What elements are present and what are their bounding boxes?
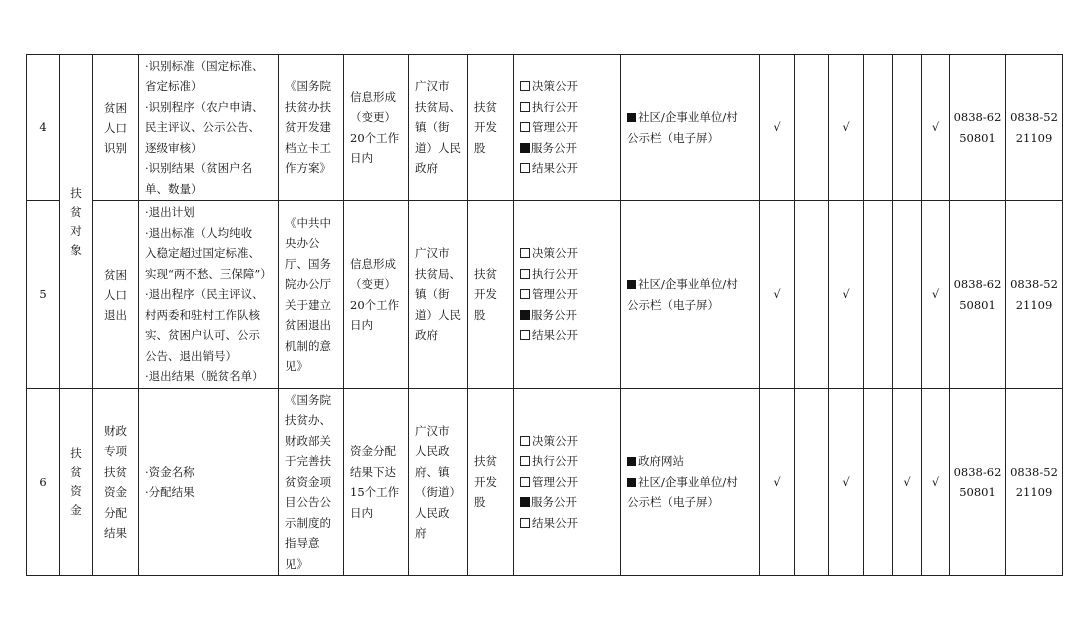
text-line: 15个工作 [350,485,400,499]
checklist-item [520,117,614,138]
text-line: 21109 [1015,297,1053,312]
checklist-label: 执行公开 [532,99,578,114]
text-line: 政府 [415,161,438,176]
unchecked-box-icon [520,163,530,173]
checked-box-icon [520,310,530,320]
time-list [344,87,408,169]
subject-cell [409,201,468,389]
channel-text: 政府网站 [638,454,684,469]
text-line: 民主评议、公示公告、 [145,120,260,135]
text-line: 厅、国务 [285,256,331,271]
text-line: 0838-52 [1010,110,1058,124]
item-cell [93,389,139,576]
text-line: （变更） [350,277,396,291]
channel-cell [621,201,760,389]
checklist [514,76,620,179]
content-list [139,462,278,503]
content-cell [139,55,279,201]
text-line: 50801 [959,485,996,499]
unchecked-box-icon [520,518,530,528]
unchecked-box-icon [520,248,530,258]
checklist-cell [514,389,621,576]
text-line: 扶贫 [474,266,497,281]
text-line: 逐级审核） [145,140,203,155]
checklist-cell [514,201,621,389]
text-line: 贫困退出 [285,318,331,332]
text-line: 档立卡工 [285,140,331,155]
channel-line [627,128,753,149]
checklist-item [520,76,614,97]
channel-line [627,451,753,472]
basis-cell [279,55,344,201]
text-line: 50801 [959,130,996,145]
check-cell: √ [760,201,795,389]
channel-text: 公示栏（电子屏） [627,495,719,510]
checklist-label: 决策公开 [532,79,578,94]
square-bullet-icon [627,280,636,289]
basis-list [279,76,343,179]
phone-1 [950,462,1005,503]
empty-cell [795,55,829,201]
unchecked-box-icon [520,456,530,466]
text-line: 开发 [474,120,497,135]
phone-1 [950,274,1005,315]
phone-1 [950,107,1005,148]
phone-cell [950,201,1006,389]
channel-line [627,492,753,513]
text-line: 院办公厅 [285,277,331,291]
phone-2 [1006,274,1062,315]
phone-2 [1006,107,1062,148]
unchecked-box-icon [520,330,530,340]
text-line: ·资金名称 [145,464,195,479]
text-line: 扶贫办扶 [285,99,331,114]
text-line: 实、贫困户认可、公示 [145,328,260,343]
text-line: （街道） [415,485,461,499]
subject-list [409,421,467,544]
checklist-label: 执行公开 [532,454,578,469]
text-line: 入稳定超过国定标准、 [145,246,260,261]
empty-cell [864,55,893,201]
text-line: 贫资金项 [285,474,331,489]
basis-cell [279,389,344,576]
item-label: 贫困人口退出 [104,267,127,322]
checklist-item [520,305,614,326]
check-cell: √ [922,201,950,389]
check-cell: √ [922,389,950,576]
text-line: 实现“两不愁、三保障”） [145,266,272,281]
check-cell: √ [829,201,864,389]
text-line: 公告、退出销号） [145,348,237,363]
phone-2 [1006,462,1062,503]
text-line: 0838-62 [953,464,1002,479]
text-line: 20个工作 [350,297,400,312]
text-line: 扶贫局、 [415,99,461,114]
content-cell [139,201,279,389]
check-cell: √ [829,55,864,201]
time-cell [344,201,409,389]
checked-box-icon [520,143,530,153]
category-cell [60,389,93,576]
checklist-item [520,451,614,472]
checklist-label: 结果公开 [532,328,578,343]
text-line: 广汉市 [415,79,450,94]
subject-cell [409,389,468,576]
table-row [27,389,1063,576]
text-line: 人民政 [415,505,450,520]
text-line: 指导意 [285,536,320,551]
text-line: 21109 [1015,485,1053,499]
text-line: 单、数量） [145,181,203,196]
table-row [27,55,1063,201]
unchecked-box-icon [520,81,530,91]
text-line: ·识别标准（国定标准、 [145,58,264,73]
phone-cell [1006,201,1063,389]
checklist-item [520,431,614,452]
text-line: ·识别结果（贫困户名 [145,161,253,176]
channel-list [621,451,759,513]
channel-list [621,107,759,148]
phone-cell [1006,55,1063,201]
checklist-label: 执行公开 [532,266,578,281]
text-line: 见》 [285,556,308,571]
item-label: 贫困人口识别 [104,100,127,155]
channel-text: 公示栏（电子屏） [627,297,719,312]
row-number: 6 [27,389,60,576]
check-cell: √ [893,389,922,576]
text-line: 扶贫 [474,99,497,114]
text-line: 扶贫办、 [285,413,331,428]
basis-list [279,213,343,377]
content-list [139,202,278,387]
text-line: 0838-62 [953,277,1002,291]
text-line: ·识别程序（农户申请、 [145,99,264,114]
text-line: 贫开发建 [285,120,331,135]
checklist [514,431,620,534]
dept-list [468,97,513,159]
channel-cell [621,389,760,576]
text-line: 日内 [350,505,373,520]
dept-list [468,264,513,326]
text-line: 日内 [350,318,373,332]
time-cell [344,389,409,576]
text-line: 府、镇 [415,464,450,479]
checklist-item [520,472,614,493]
text-line: 作方案》 [285,161,331,176]
dept-cell [468,201,514,389]
category-label: 扶贫资金 [70,446,82,517]
content-list [139,56,278,200]
text-line: ·退出程序（民主评议、 [145,287,264,302]
check-cell: √ [829,389,864,576]
square-bullet-icon [627,113,636,122]
text-line: ·退出结果（脱贫名单） [145,369,264,384]
channel-text: 社区/企事业单位/村 [638,277,738,291]
checklist-label: 结果公开 [532,161,578,176]
checklist [514,243,620,346]
checked-box-icon [520,497,530,507]
unchecked-box-icon [520,102,530,112]
channel-text: 社区/企事业单位/村 [638,474,738,489]
text-line: ·退出计划 [145,205,195,220]
checklist-label: 服务公开 [531,140,577,155]
channel-cell [621,55,760,201]
checklist-cell [514,55,621,201]
empty-cell [864,389,893,576]
channel-text: 公示栏（电子屏） [627,130,719,145]
item-label: 财政专项扶贫资金分配结果 [104,423,127,540]
text-line: 《中共中 [285,215,331,230]
text-line: 0838-62 [953,110,1002,124]
text-line: 21109 [1015,130,1053,145]
text-line: 扶贫局、 [415,266,461,281]
unchecked-box-icon [520,289,530,299]
checklist-item [520,325,614,346]
text-line: 广汉市 [415,423,450,438]
text-line: 广汉市 [415,246,450,261]
channel-list [621,274,759,315]
phone-cell [950,389,1006,576]
text-line: 见》 [285,359,308,373]
check-cell: √ [760,389,795,576]
checklist-item [520,97,614,118]
content-cell [139,389,279,576]
dept-cell [468,389,514,576]
category-cell [60,55,93,389]
empty-cell [893,55,922,201]
disclosure-table [26,54,1063,576]
square-bullet-icon [627,457,636,466]
text-line: 20个工作 [350,130,400,145]
text-line: 开发 [474,287,497,302]
row-number: 5 [27,201,60,389]
check-cell: √ [922,55,950,201]
empty-cell [795,201,829,389]
empty-cell [864,201,893,389]
text-line: ·退出标准（人均纯收 [145,225,253,240]
unchecked-box-icon [520,122,530,132]
checklist-label: 管理公开 [532,287,578,302]
subject-list [409,76,467,179]
checklist-label: 决策公开 [532,433,578,448]
text-line: 府 [415,526,427,540]
text-line: 镇（街 [415,120,450,135]
text-line: 村两委和驻村工作队核 [145,307,260,322]
text-line: 股 [474,495,486,510]
channel-line [627,295,753,316]
square-bullet-icon [627,478,636,487]
text-line: 50801 [959,297,996,312]
table-row [27,201,1063,389]
text-line: 财政部关 [285,433,331,448]
dept-cell [468,55,514,201]
text-line: 《国务院 [285,79,331,94]
unchecked-box-icon [520,436,530,446]
channel-text: 社区/企事业单位/村 [638,110,738,124]
text-line: 省定标准） [145,79,203,94]
channel-line [627,274,753,295]
text-line: 信息形成 [350,256,396,271]
text-line: 镇（街 [415,287,450,302]
checklist-item [520,492,614,513]
text-line: 0838-52 [1010,464,1058,479]
checklist-label: 决策公开 [532,246,578,261]
checklist-item [520,158,614,179]
checklist-item [520,243,614,264]
empty-cell [795,389,829,576]
channel-line [627,472,753,493]
text-line: 示制度的 [285,515,331,530]
text-line: 人民政 [415,444,450,458]
text-line: 目公告公 [285,495,331,510]
checklist-item [520,513,614,534]
text-line: （变更） [350,110,396,124]
text-line: 机制的意 [285,338,331,353]
text-line: 道）人民 [415,140,461,155]
subject-list [409,243,467,346]
check-cell: √ [760,55,795,201]
checklist-item [520,264,614,285]
channel-line [627,107,753,128]
text-line: 开发 [474,474,497,489]
basis-list [279,390,343,575]
empty-cell [893,201,922,389]
basis-cell [279,201,344,389]
text-line: 信息形成 [350,89,396,104]
phone-cell [1006,389,1063,576]
text-line: 关于建立 [285,297,331,312]
checklist-label: 服务公开 [531,307,577,322]
text-line: 0838-52 [1010,277,1058,291]
text-line: 股 [474,307,486,322]
text-line: 结果下达 [350,464,396,479]
text-line: 股 [474,140,486,155]
subject-cell [409,55,468,201]
item-cell [93,55,139,201]
dept-list [468,451,513,513]
checklist-label: 管理公开 [532,120,578,135]
unchecked-box-icon [520,269,530,279]
checklist-label: 服务公开 [531,495,577,510]
checklist-label: 管理公开 [532,474,578,489]
time-list [344,441,408,523]
time-cell [344,55,409,201]
text-line: 扶贫 [474,454,497,469]
text-line: 日内 [350,151,373,165]
item-cell [93,201,139,389]
checklist-item [520,138,614,159]
phone-cell [950,55,1006,201]
text-line: 于完善扶 [285,454,331,469]
time-list [344,254,408,336]
text-line: 《国务院 [285,392,331,407]
text-line: 政府 [415,328,438,343]
unchecked-box-icon [520,477,530,487]
text-line: ·分配结果 [145,485,195,499]
category-label: 扶贫对象 [70,185,82,257]
text-line: 资金分配 [350,444,396,458]
text-line: 道）人民 [415,307,461,322]
checklist-item [520,284,614,305]
row-number: 4 [27,55,60,201]
text-line: 央办公 [285,236,320,250]
checklist-label: 结果公开 [532,515,578,530]
